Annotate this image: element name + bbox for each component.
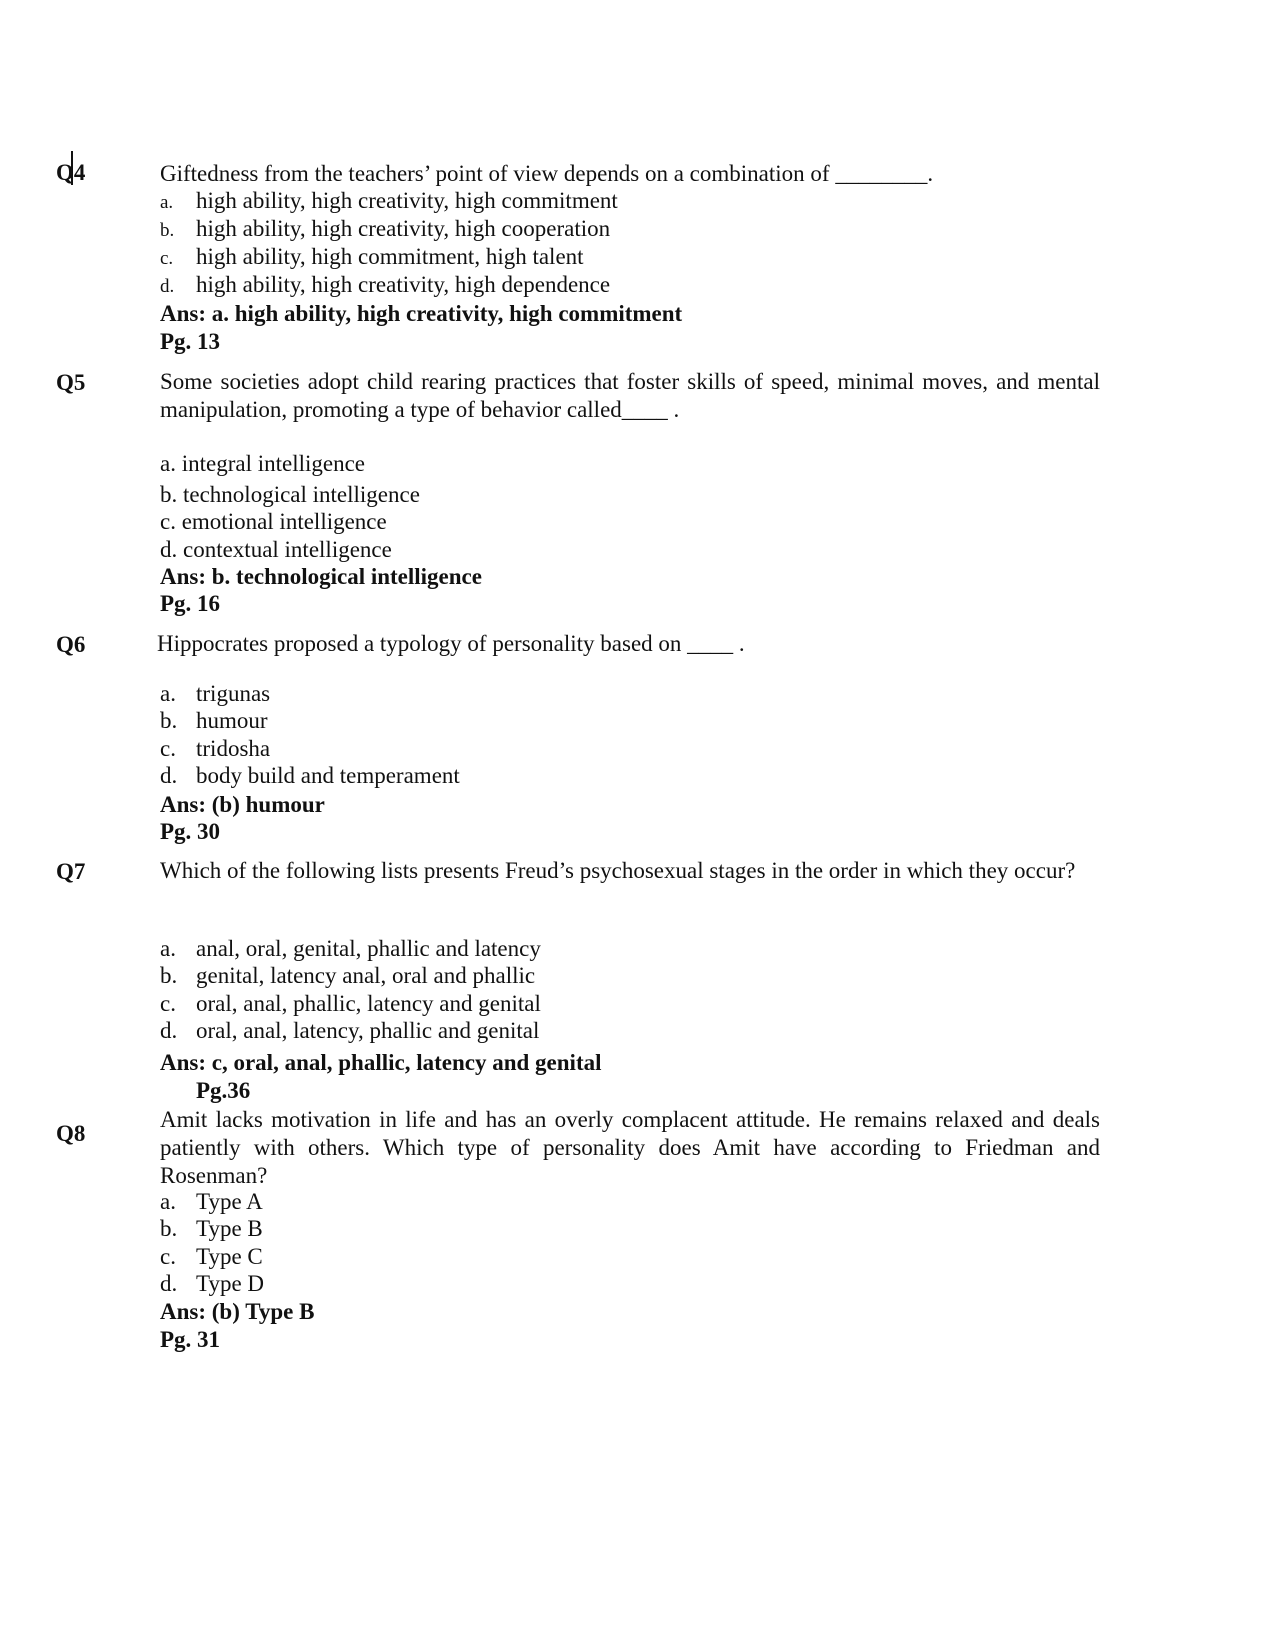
option-text: oral, anal, latency, phallic and genital [196, 1018, 540, 1043]
option-letter: b. [160, 708, 178, 733]
option-text: genital, latency anal, oral and phallic [196, 963, 536, 988]
option-letter: d. [160, 763, 178, 788]
option-text: Type B [196, 1216, 263, 1241]
option-letter: b. [160, 963, 178, 988]
option-letter: c. [160, 248, 174, 269]
option-text: tridosha [196, 736, 271, 761]
question-number-q4: Q4 [56, 160, 86, 185]
option-q5-d: d. contextual intelligence [160, 537, 392, 562]
question-number-q8: Q8 [56, 1121, 86, 1146]
option-text: Type D [196, 1271, 265, 1296]
option-text: Type A [196, 1189, 263, 1214]
question-text-q7: Which of the following lists presents Freud’s psychosexual stages in the order in which they occur? [160, 858, 1076, 883]
page-ref-q6: Pg. 30 [160, 819, 221, 844]
option-letter: c. [160, 1244, 176, 1269]
option-q5-b: b. technological intelligence [160, 482, 420, 507]
question-text-q4: Giftedness from the teachers’ point of view depends on a combination of ________. [160, 161, 934, 186]
option-text: high ability, high creativity, high cooperation [196, 216, 611, 241]
option-text: trigunas [196, 681, 271, 706]
question-text-q6: Hippocrates proposed a typology of personality based on ____ . [157, 631, 745, 656]
question-number-q5: Q5 [56, 370, 86, 395]
answer-q6: Ans: (b) humour [160, 792, 325, 817]
option-letter: b. [160, 1216, 178, 1241]
option-q5-a: a. integral intelligence [160, 451, 365, 476]
option-letter: a. [160, 936, 176, 961]
option-text: body build and temperament [196, 763, 460, 788]
option-letter: a. [160, 1189, 176, 1214]
question-text-q8: Amit lacks motivation in life and has an overly complacent attitude. He remains relaxed and deals patiently with others. Which type of personality does Amit have according to Friedman and Rosenman? [160, 1107, 1100, 1188]
option-letter: c. [160, 991, 176, 1016]
question-number-q6: Q6 [56, 632, 86, 657]
page-ref-q8: Pg. 31 [160, 1327, 221, 1352]
option-text: high ability, high creativity, high commitment [196, 188, 618, 213]
option-letter: d. [160, 1018, 178, 1043]
page-ref-q4: Pg. 13 [160, 329, 221, 354]
option-letter: a. [160, 681, 176, 706]
option-text: Type C [196, 1244, 263, 1269]
page-ref-q7: Pg.36 [196, 1078, 251, 1103]
answer-q7: Ans: c, oral, anal, phallic, latency and genital [160, 1050, 602, 1075]
option-letter: d. [160, 276, 175, 297]
option-text: humour [196, 708, 268, 733]
option-letter: c. [160, 736, 176, 761]
option-text: anal, oral, genital, phallic and latency [196, 936, 541, 961]
option-text: high ability, high creativity, high dependence [196, 272, 611, 297]
answer-q4: Ans: a. high ability, high creativity, high commitment [160, 301, 683, 326]
option-text: high ability, high commitment, high talent [196, 244, 584, 269]
question-text-q5: Some societies adopt child rearing practices that foster skills of speed, minimal moves, and mental manipulation, promoting a type of behavior called____ . [160, 369, 1100, 422]
option-text: oral, anal, phallic, latency and genital [196, 991, 541, 1016]
option-letter: a. [160, 192, 174, 213]
answer-q5: Ans: b. technological intelligence [160, 564, 482, 589]
option-letter: b. [160, 220, 175, 241]
page-ref-q5: Pg. 16 [160, 591, 221, 616]
option-letter: d. [160, 1271, 178, 1296]
question-number-q7: Q7 [56, 859, 86, 884]
answer-q8: Ans: (b) Type B [160, 1299, 315, 1324]
option-q5-c: c. emotional intelligence [160, 509, 387, 534]
